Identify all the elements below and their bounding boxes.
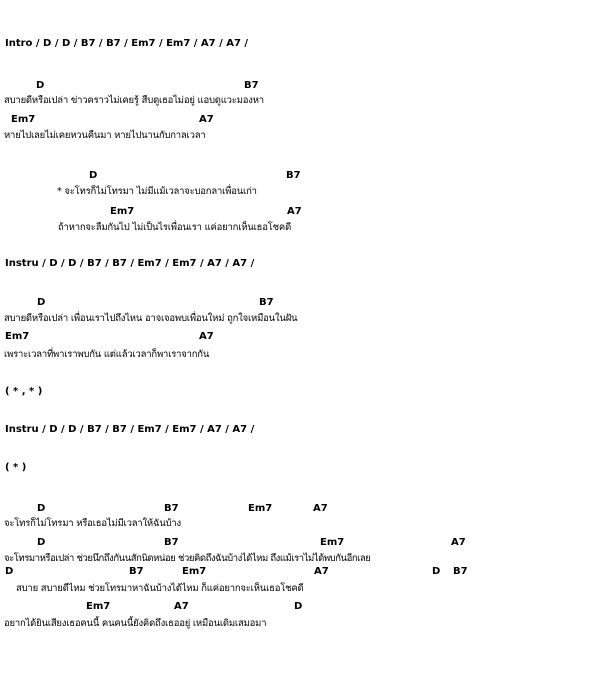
instru-chord-progression: Instru / D / D / B7 / B7 / Em7 / Em7 / A7 / A7 / <box>5 258 255 269</box>
chord: D <box>37 537 46 548</box>
chord: B7 <box>129 566 144 577</box>
lyric-line <box>0 551 600 567</box>
intro-line <box>0 38 600 54</box>
chord: B7 <box>453 566 468 577</box>
lyric-text: หายไปเลยไม่เคยหวนคืนมา หายไปนานกับกาลเวลา <box>4 130 206 141</box>
lyric-line <box>0 184 600 200</box>
chord: A7 <box>199 331 214 342</box>
chord: A7 <box>199 114 214 125</box>
chord: Em7 <box>182 566 207 577</box>
repeat-text: ( * , * ) <box>5 386 43 397</box>
intro-chord-progression: Intro / D / D / B7 / B7 / Em7 / Em7 / A7 / A7 / <box>5 38 249 49</box>
repeat-text: ( * ) <box>5 462 27 473</box>
lyric-text: อยากได้ยินเสียงเธอคนนี้ คนคนนี้ยังคิดถึงเธออยู่ เหมือนเดิมเสมอมา <box>4 618 267 629</box>
repeat-marker <box>0 462 600 478</box>
instru-line <box>0 258 600 274</box>
instru-line <box>0 424 600 440</box>
lyric-text: สบายดีหรือเปล่า เพื่อนเราไปถึงไหน อาจเจอพบเพื่อนใหม่ ถูกใจเหมือนในฝัน <box>4 313 298 324</box>
chord: B7 <box>286 170 301 181</box>
repeat-marker <box>0 386 600 402</box>
chord: A7 <box>314 566 329 577</box>
lyric-line <box>0 581 600 597</box>
lyric-text: เพราะเวลาที่พาเราพบกัน แต่แล้วเวลาก็พาเราจากกัน <box>4 349 210 360</box>
lyric-text: จะโทรก็ไม่โทรมา หรือเธอไม่มีเวลาให้ฉันบ้าง <box>4 518 181 529</box>
chord-line <box>0 331 600 347</box>
lyric-text: * จะโทรก็ไม่โทรมา ไม่มีแม้เวลาจะบอกลาเพื่อนเก่า <box>57 186 257 197</box>
chord: Em7 <box>86 601 111 612</box>
lyric-text: ถ้าหากจะลืมกันไป ไม่เป็นไรเพื่อนเรา แค่อยากเห็นเธอโชคดี <box>58 222 292 233</box>
chord: Em7 <box>5 331 30 342</box>
chord: A7 <box>313 503 328 514</box>
lyric-text: จะโทรมาหรือเปล่า ช่วยนึกถึงกันนสักนิดหน่อย ช่วยคิดถึงฉันบ้างได้ไหม ถึงแม้เราไม่ได้พบกันอีกเลย <box>4 553 371 564</box>
lyric-line <box>0 347 600 363</box>
lyric-text: สบาย สบายดีไหม ช่วยโทรมาหาฉันบ้างได้ไหม ก็แค่อยากจะเห็นเธอโชคดี <box>16 583 304 594</box>
chord: Em7 <box>320 537 345 548</box>
chord: D <box>37 297 46 308</box>
chord-line <box>0 601 600 617</box>
chord: A7 <box>174 601 189 612</box>
chord: B7 <box>259 297 274 308</box>
lyric-text: สบายดีหรือเปล่า ข่าวคราวไม่เคยรู้ สืบดูเธอไม่อยู่ แอบดูแวะมองหา <box>4 95 264 106</box>
chord: D <box>36 80 45 91</box>
chord: Em7 <box>110 206 135 217</box>
chord: D <box>5 566 14 577</box>
chord: B7 <box>164 537 179 548</box>
chord: Em7 <box>248 503 273 514</box>
lyric-line <box>0 311 600 327</box>
lyric-line <box>0 128 600 144</box>
chord: D <box>432 566 441 577</box>
lyric-line <box>0 220 600 236</box>
chord: D <box>294 601 303 612</box>
chord: D <box>37 503 46 514</box>
lyric-line <box>0 516 600 532</box>
instru-chord-progression: Instru / D / D / B7 / B7 / Em7 / Em7 / A7 / A7 / <box>5 424 255 435</box>
lyric-line <box>0 616 600 632</box>
chord: B7 <box>164 503 179 514</box>
chord: A7 <box>451 537 466 548</box>
lyric-line <box>0 93 600 109</box>
chord: Em7 <box>11 114 36 125</box>
chord-line <box>0 566 600 582</box>
chord: D <box>89 170 98 181</box>
chord: B7 <box>244 80 259 91</box>
chord: A7 <box>287 206 302 217</box>
